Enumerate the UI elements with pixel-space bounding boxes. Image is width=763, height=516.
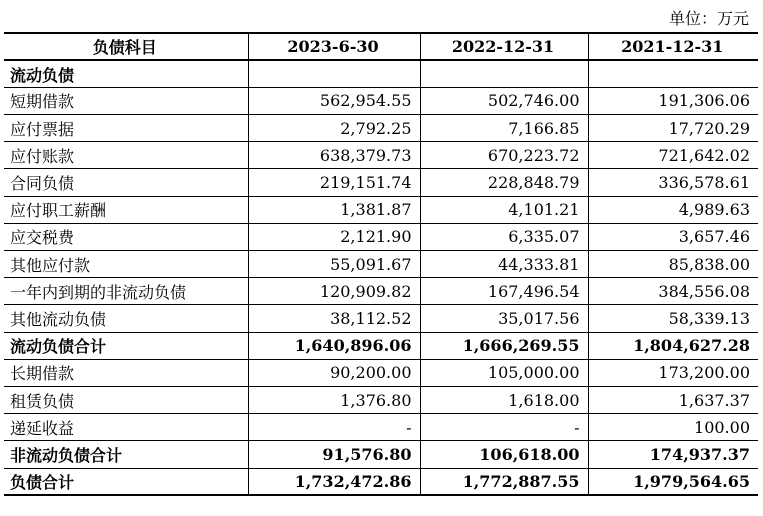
- row-label: 长期借款: [4, 359, 248, 386]
- table-row: [4, 305, 758, 332]
- row-label: 应付票据: [4, 115, 248, 142]
- row-value: 173,200.00: [588, 359, 758, 386]
- row-value: 384,556.08: [588, 278, 758, 305]
- row-value: 17,720.29: [588, 115, 758, 142]
- row-value: 38,112.52: [248, 305, 420, 332]
- unit-label: 单位：万元: [668, 9, 749, 28]
- row-label: 合同负债: [4, 169, 248, 196]
- liabilities-table: [4, 32, 758, 496]
- row-value: 228,848.79: [420, 169, 588, 196]
- row-value: 3,657.46: [588, 223, 758, 250]
- row-value: 1,979,564.65: [588, 468, 758, 495]
- row-value: 1,804,627.28: [588, 332, 758, 359]
- table-row: [4, 441, 758, 468]
- table-row: [4, 251, 758, 278]
- table-row: [4, 414, 758, 441]
- table-row: [4, 87, 758, 114]
- table-row: [4, 468, 758, 495]
- row-value: 670,223.72: [420, 142, 588, 169]
- row-value: 4,989.63: [588, 196, 758, 223]
- header-row: [4, 33, 758, 60]
- table-row: [4, 196, 758, 223]
- row-value: 1,376.80: [248, 386, 420, 413]
- row-value: 502,746.00: [420, 87, 588, 114]
- table-row: [4, 386, 758, 413]
- row-value: 1,618.00: [420, 386, 588, 413]
- row-value: -: [248, 414, 420, 441]
- row-value: [248, 60, 420, 87]
- table-row: [4, 115, 758, 142]
- row-value: 105,000.00: [420, 359, 588, 386]
- row-label: 应交税费: [4, 223, 248, 250]
- row-value: 336,578.61: [588, 169, 758, 196]
- row-value: 4,101.21: [420, 196, 588, 223]
- row-value: 1,637.37: [588, 386, 758, 413]
- row-value: 106,618.00: [420, 441, 588, 468]
- table-body: [4, 60, 758, 495]
- row-value: 2,792.25: [248, 115, 420, 142]
- row-value: 191,306.06: [588, 87, 758, 114]
- header-item: 负债科目: [4, 33, 248, 60]
- table-row: [4, 278, 758, 305]
- row-value: 100.00: [588, 414, 758, 441]
- row-value: 58,339.13: [588, 305, 758, 332]
- row-value: 55,091.67: [248, 251, 420, 278]
- header-date-1: 2023-6-30: [248, 33, 420, 60]
- row-value: 2,121.90: [248, 223, 420, 250]
- row-label: 流动负债: [4, 60, 248, 87]
- row-label: 应付账款: [4, 142, 248, 169]
- row-label: 一年内到期的非流动负债: [4, 278, 248, 305]
- row-value: 1,772,887.55: [420, 468, 588, 495]
- row-value: [420, 60, 588, 87]
- row-value: 85,838.00: [588, 251, 758, 278]
- row-value: 1,640,896.06: [248, 332, 420, 359]
- row-label: 其他应付款: [4, 251, 248, 278]
- table-row: [4, 60, 758, 87]
- table-row: [4, 142, 758, 169]
- row-value: 91,576.80: [248, 441, 420, 468]
- table-row: [4, 223, 758, 250]
- row-label: 租赁负债: [4, 386, 248, 413]
- row-value: -: [420, 414, 588, 441]
- row-value: 1,732,472.86: [248, 468, 420, 495]
- header-date-3: 2021-12-31: [588, 33, 758, 60]
- row-value: 167,496.54: [420, 278, 588, 305]
- row-label: 应付职工薪酬: [4, 196, 248, 223]
- row-value: 6,335.07: [420, 223, 588, 250]
- row-label: 递延收益: [4, 414, 248, 441]
- row-value: 638,379.73: [248, 142, 420, 169]
- row-label: 短期借款: [4, 87, 248, 114]
- row-value: [588, 60, 758, 87]
- row-value: 1,381.87: [248, 196, 420, 223]
- header-date-2: 2022-12-31: [420, 33, 588, 60]
- row-value: 721,642.02: [588, 142, 758, 169]
- row-value: 90,200.00: [248, 359, 420, 386]
- row-label: 其他流动负债: [4, 305, 248, 332]
- table-row: [4, 332, 758, 359]
- row-value: 1,666,269.55: [420, 332, 588, 359]
- row-value: 44,333.81: [420, 251, 588, 278]
- row-value: 219,151.74: [248, 169, 420, 196]
- row-value: 174,937.37: [588, 441, 758, 468]
- table-row: [4, 359, 758, 386]
- row-value: 562,954.55: [248, 87, 420, 114]
- table-row: [4, 169, 758, 196]
- row-value: 120,909.82: [248, 278, 420, 305]
- table-header: [4, 33, 758, 60]
- row-label: 非流动负债合计: [4, 441, 248, 468]
- row-value: 7,166.85: [420, 115, 588, 142]
- row-label: 负债合计: [4, 468, 248, 495]
- row-value: 35,017.56: [420, 305, 588, 332]
- row-label: 流动负债合计: [4, 332, 248, 359]
